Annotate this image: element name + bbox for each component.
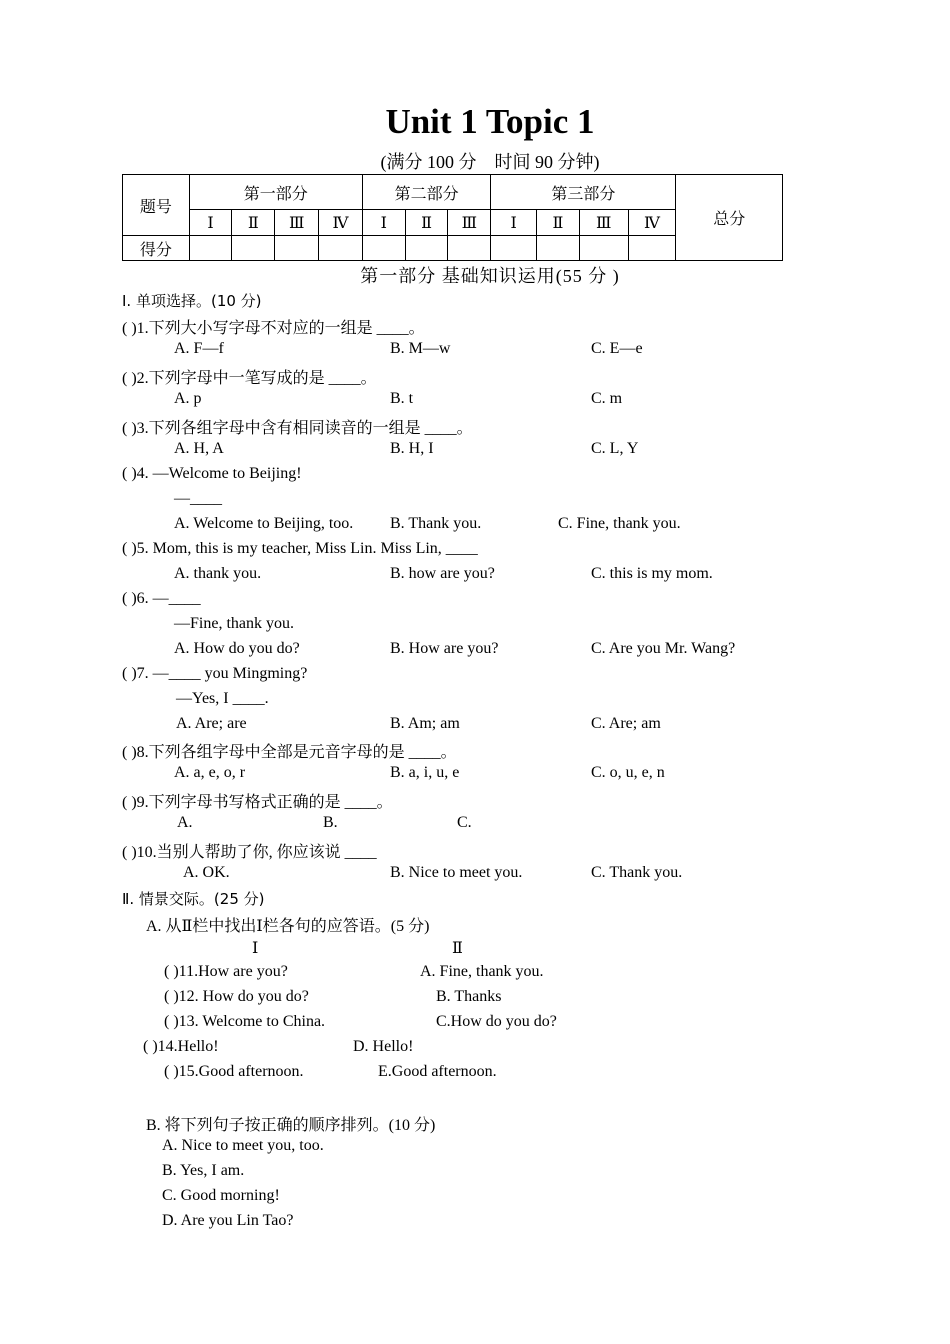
match-left: ( )12. How do you do? — [164, 988, 309, 1005]
option-b: B. Nice to meet you. — [390, 864, 523, 881]
option-a: A. OK. — [183, 864, 230, 881]
order-item: D. Are you Lin Tao? — [162, 1212, 294, 1229]
option-a: A. — [177, 814, 193, 831]
option-c: C. Are you Mr. Wang? — [591, 640, 736, 657]
p3-col: Ⅲ — [579, 210, 628, 236]
option-b: B. H, I — [390, 440, 434, 457]
match-left: ( )14.Hello! — [143, 1038, 219, 1055]
option-b: B. How are you? — [390, 640, 499, 657]
match-right: C.How do you do? — [436, 1013, 557, 1030]
option-a: A. Are; are — [176, 715, 247, 732]
p3-col: Ⅳ — [628, 210, 676, 236]
option-b: B. M—w — [390, 340, 451, 357]
option-b: B. Thank you. — [390, 515, 482, 532]
match-right: E.Good afternoon. — [378, 1063, 497, 1080]
option-c: C. — [457, 814, 472, 831]
column-two-label: Ⅱ — [452, 940, 463, 957]
option-c: C. m — [591, 390, 623, 407]
order-item: C. Good morning! — [162, 1187, 280, 1204]
score-cell[interactable] — [319, 236, 363, 261]
p3-col: Ⅱ — [537, 210, 580, 236]
question-stem: ( )2.下列字母中一笔写成的是 ____。 — [122, 370, 377, 387]
option-a: A. p — [174, 390, 202, 407]
question-stem: ( )8.下列各组字母中全部是元音字母的是 ____。 — [122, 744, 457, 761]
question-stem: ( )1.下列大小写字母不对应的一组是 ____。 — [122, 320, 425, 337]
p2-col: Ⅱ — [405, 210, 448, 236]
order-item: A. Nice to meet you, too. — [162, 1137, 324, 1154]
part1-header: 第一部分 — [189, 175, 362, 210]
question-stem: ( )10.当别人帮助了你, 你应该说 ____ — [122, 844, 377, 861]
score-cell[interactable] — [405, 236, 448, 261]
partA-instruction: A. 从Ⅱ栏中找出Ⅰ栏各句的应答语。(5 分) — [146, 918, 430, 935]
match-right: B. Thanks — [436, 988, 502, 1005]
order-item: B. Yes, I am. — [162, 1162, 245, 1179]
match-left: ( )11.How are you? — [164, 963, 288, 980]
question-stem: ( )4. —Welcome to Beijing! — [122, 465, 302, 482]
dialogue-line: —Yes, I ____. — [176, 690, 269, 707]
score-cell[interactable] — [275, 236, 319, 261]
question-stem: ( )5. Mom, this is my teacher, Miss Lin. Miss Lin, ____ — [122, 540, 478, 557]
p1-col: Ⅱ — [232, 210, 275, 236]
page-title: Unit 1 Topic 1 — [385, 102, 595, 141]
score-table — [122, 174, 783, 261]
score-cell[interactable] — [537, 236, 580, 261]
option-a: A. F—f — [174, 340, 224, 357]
part-one-title: 第一部分 基础知识运用(55 分 ) — [360, 266, 620, 286]
match-right: D. Hello! — [353, 1038, 414, 1055]
match-left: ( )13. Welcome to China. — [164, 1013, 326, 1030]
option-b: B. a, i, u, e — [390, 764, 460, 781]
match-right: A. Fine, thank you. — [420, 963, 544, 980]
score-cell[interactable] — [448, 236, 491, 261]
option-a: A. a, e, o, r — [174, 764, 246, 781]
item-number-label: 题号 — [123, 175, 190, 236]
p2-col: Ⅲ — [448, 210, 491, 236]
option-c: C. Fine, thank you. — [558, 515, 681, 532]
dialogue-line: —____ — [174, 490, 222, 507]
partB-instruction: B. 将下列句子按正确的顺序排列。(10 分) — [146, 1117, 436, 1134]
score-cell[interactable] — [362, 236, 405, 261]
match-left: ( )15.Good afternoon. — [164, 1063, 304, 1080]
option-b: B. Am; am — [390, 715, 460, 732]
p1-col: Ⅰ — [189, 210, 232, 236]
option-a: A. How do you do? — [174, 640, 300, 657]
part2-header: 第二部分 — [362, 175, 490, 210]
option-b: B. how are you? — [390, 565, 495, 582]
option-c: C. L, Y — [591, 440, 639, 457]
score-cell[interactable] — [491, 236, 537, 261]
score-label: 得分 — [123, 236, 190, 261]
page-subtitle: (满分 100 分 时间 90 分钟) — [380, 152, 600, 172]
p3-col: Ⅰ — [491, 210, 537, 236]
column-one-label: Ⅰ — [252, 940, 259, 957]
dialogue-line: —Fine, thank you. — [174, 615, 294, 632]
option-b: B. t — [390, 390, 414, 407]
score-cell[interactable] — [628, 236, 676, 261]
score-cell[interactable] — [232, 236, 275, 261]
option-c: C. Are; am — [591, 715, 661, 732]
option-c: C. o, u, e, n — [591, 764, 665, 781]
p1-col: Ⅲ — [275, 210, 319, 236]
p2-col: Ⅰ — [362, 210, 405, 236]
option-c: C. E—e — [591, 340, 643, 357]
question-stem: ( )6. —____ — [122, 590, 201, 607]
option-a: A. H, A — [174, 440, 224, 457]
question-stem: ( )7. —____ you Mingming? — [122, 665, 308, 682]
part3-header: 第三部分 — [491, 175, 676, 210]
question-stem: ( )9.下列字母书写格式正确的是 ____。 — [122, 794, 393, 811]
p1-col: Ⅳ — [319, 210, 363, 236]
section1-heading: Ⅰ. 单项选择。(10 分) — [122, 292, 262, 310]
score-cell[interactable] — [189, 236, 232, 261]
option-a: A. thank you. — [174, 565, 262, 582]
question-stem: ( )3.下列各组字母中含有相同读音的一组是 ____。 — [122, 420, 473, 437]
option-c: C. this is my mom. — [591, 565, 713, 582]
total-header: 总分 — [676, 175, 783, 261]
option-b: B. — [323, 814, 338, 831]
option-c: C. Thank you. — [591, 864, 683, 881]
score-cell[interactable] — [579, 236, 628, 261]
option-a: A. Welcome to Beijing, too. — [174, 515, 354, 532]
section2-heading: Ⅱ. 情景交际。(25 分) — [122, 890, 265, 908]
